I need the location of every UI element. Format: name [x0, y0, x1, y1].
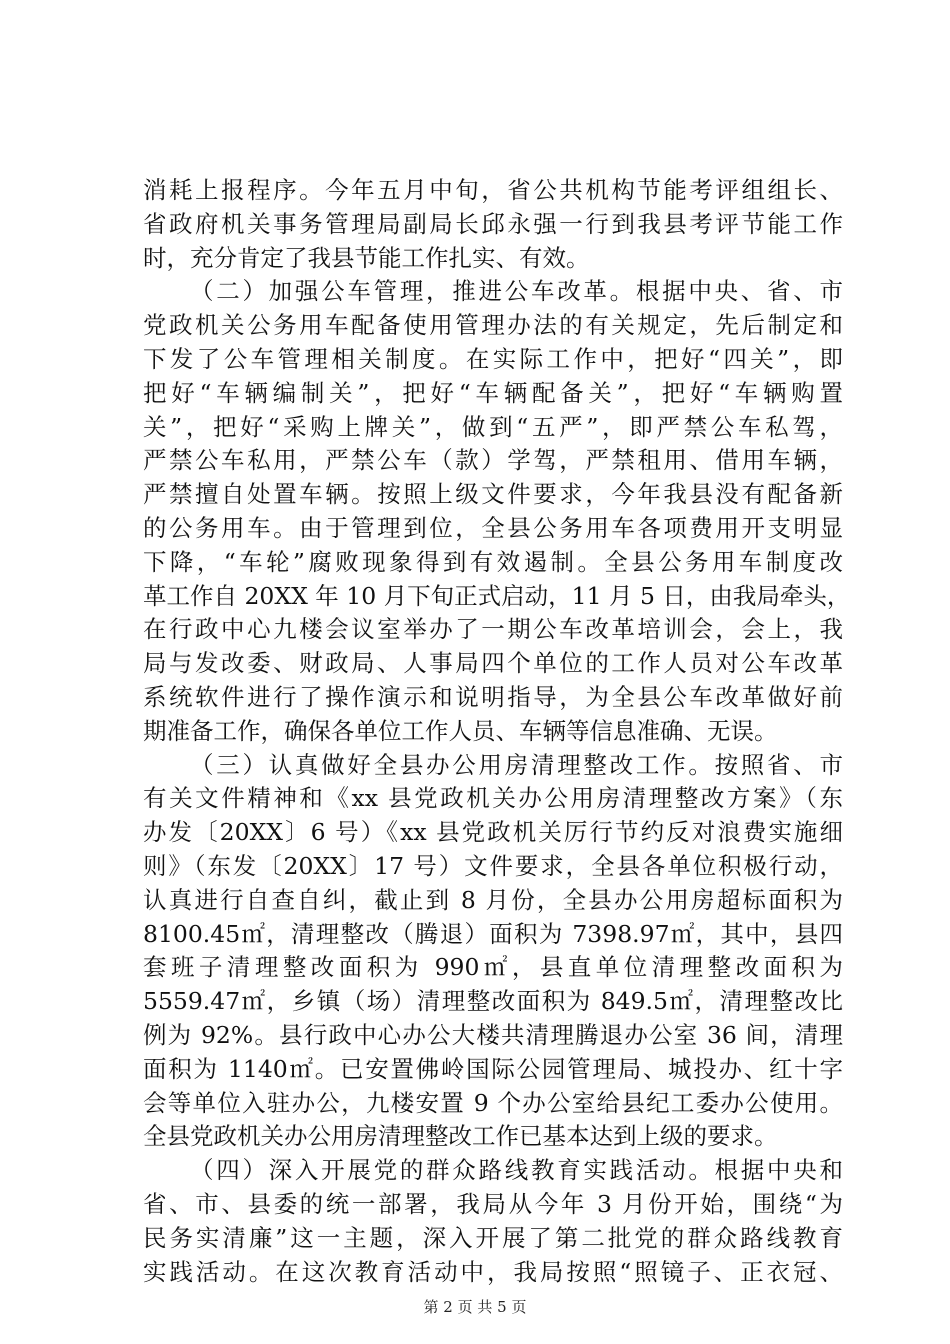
text-line: 革工作自 20XX 年 10 月下旬正式启动，11 月 5 日，由我局牵头，: [143, 581, 851, 610]
text-line: 严禁擅自处置车辆。按照上级文件要求，今年我县没有配备新: [143, 480, 843, 509]
paragraph-heading-line: （三）认真做好全县办公用房清理整改工作。按照省、市: [190, 750, 843, 779]
text-line: 有关文件精神和《xx 县党政机关办公用房清理整改方案》（东: [143, 784, 843, 813]
text-line: 消耗上报程序。今年五月中旬，省公共机构节能考评组组长、: [143, 176, 843, 204]
text-line: 套班子清理整改面积为 990㎡，县直单位清理整改面积为: [143, 953, 843, 982]
text-line: 局与发改委、财政局、人事局四个单位的工作人员对公车改革: [143, 649, 843, 678]
page-footer: [0, 1297, 950, 1317]
text-line: 时，充分肯定了我县节能工作扎实、有效。: [143, 243, 590, 272]
text-line: 下降，“车轮”腐败现象得到有效遏制。全县公务用车制度改: [143, 547, 843, 576]
text-line: 把好“车辆编制关”，把好“车辆配备关”，把好“车辆购置: [143, 378, 843, 407]
text-line: 党政机关公务用车配备使用管理办法的有关规定，先后制定和: [143, 311, 843, 340]
text-line: 在行政中心九楼会议室举办了一期公车改革培训会，会上，我: [143, 615, 843, 644]
text-line: 5559.47㎡，乡镇（场）清理整改面积为 849.5㎡，清理整改比: [143, 987, 843, 1016]
text-line: 省、市、县委的统一部署，我局从今年 3 月份开始，围绕“为: [143, 1189, 843, 1218]
text-line: 例为 92%。县行政中心办公大楼共清理腾退办公室 36 间，清理: [143, 1020, 843, 1049]
text-line: 系统软件进行了操作演示和说明指导，为全县公车改革做好前: [143, 682, 843, 711]
paragraph-heading-line: （二）加强公车管理，推进公车改革。根据中央、省、市: [190, 277, 843, 306]
text-line: 下发了公车管理相关制度。在实际工作中，把好“四关”，即: [143, 344, 843, 373]
text-line: 的公务用车。由于管理到位，全县公务用车各项费用开支明显: [143, 513, 843, 542]
text-line: 则》（东发〔20XX〕17 号）文件要求，全县各单位积极行动，: [143, 851, 843, 880]
text-line: 8100.45㎡，清理整改（腾退）面积为 7398.97㎡，其中，县四: [143, 919, 843, 948]
text-line: 关”，把好“采购上牌关”，做到“五严”，即严禁公车私驾，: [143, 412, 843, 441]
page-number: 第 2 页 共 5 页: [423, 1298, 527, 1316]
text-line: 会等单位入驻办公，九楼安置 9 个办公室给县纪工委办公使用。: [143, 1088, 843, 1117]
paragraph-heading-line: （四）深入开展党的群众路线教育实践活动。根据中央和: [190, 1156, 843, 1185]
text-line: 严禁公车私用，严禁公车（款）学驾，严禁租用、借用车辆，: [143, 446, 843, 475]
body-text: [143, 174, 851, 1289]
text-line: 实践活动。在这次教育活动中，我局按照“照镜子、正衣冠、: [143, 1257, 843, 1286]
text-line: 全县党政机关办公用房清理整改工作已基本达到上级的要求。: [143, 1122, 778, 1151]
text-line: 办发〔20XX〕6 号）《xx 县党政机关厉行节约反对浪费实施细: [143, 818, 843, 847]
text-line: 面积为 1140㎡。已安置佛岭国际公园管理局、城投办、红十字: [143, 1054, 843, 1083]
text-line: 认真进行自查自纠，截止到 8 月份，全县办公用房超标面积为: [143, 885, 843, 914]
text-line: 期准备工作，确保各单位工作人员、车辆等信息准确、无误。: [143, 716, 778, 745]
text-line: 省政府机关事务管理局副局长邱永强一行到我县考评节能工作: [143, 209, 843, 238]
text-line: 民务实清廉”这一主题，深入开展了第二批党的群众路线教育: [143, 1223, 843, 1252]
